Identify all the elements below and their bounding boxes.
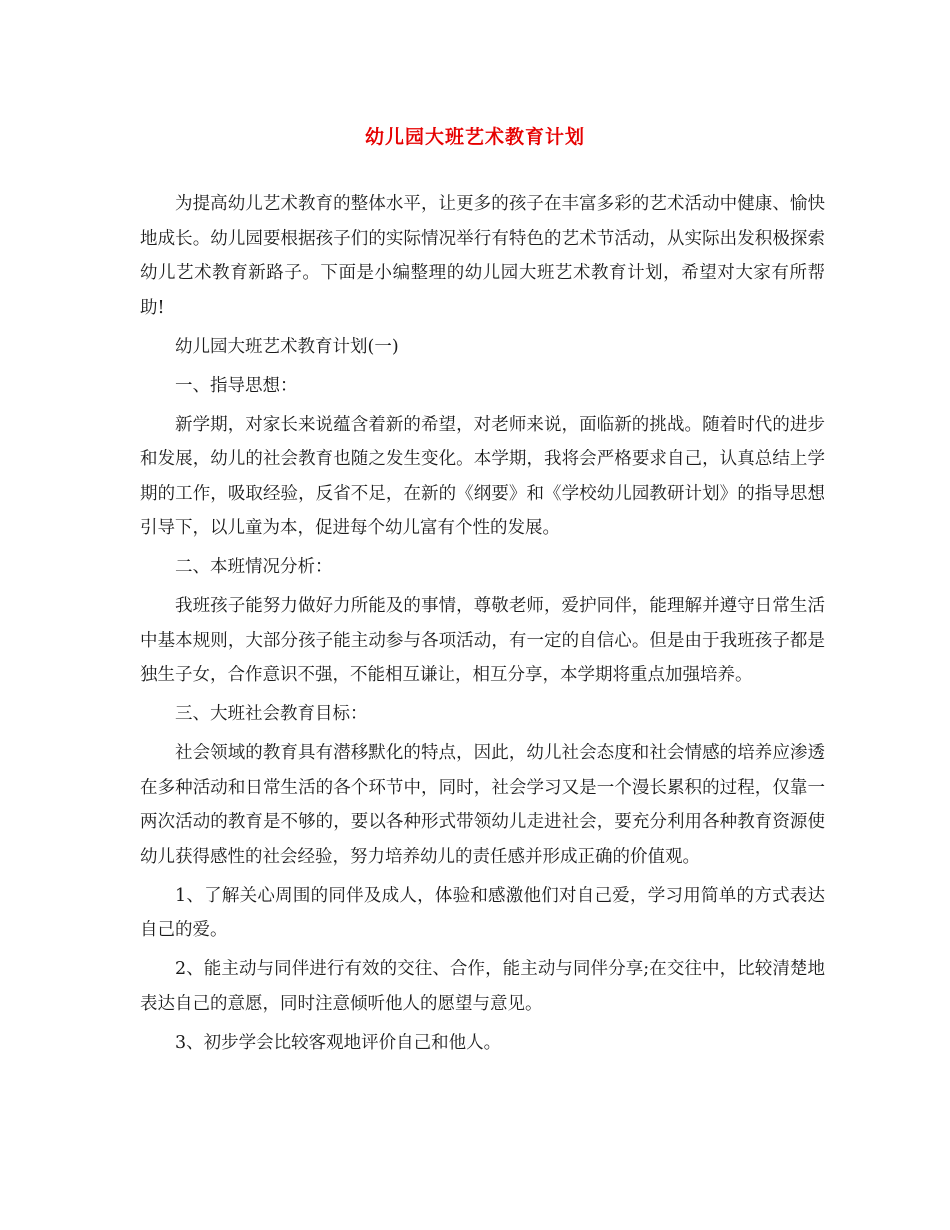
paragraph-plan-heading: 幼儿园大班艺术教育计划(一) <box>175 336 399 357</box>
paragraph-intro: 为提高幼儿艺术教育的整体水平，让更多的孩子在丰富多彩的艺术活动中健康、愉快地成长。幼儿园要根据孩子们的实际情况举行有特色的艺术节活动，从实际出发积极探索幼儿艺术教育新路子。下面是小编整理的幼儿园大班艺术教育计划，希望对大家有所帮助! <box>140 194 825 318</box>
section-heading-guiding-thought: 一、指导思想： <box>175 375 298 396</box>
paragraph-class-analysis: 我班孩子能努力做好力所能及的事情，尊敬老师，爱护同伴，能理解并遵守日常生活中基本规则，大部分孩子能主动参与各项活动，有一定的自信心。但是由于我班孩子都是独生子女，合作意识不强，不能相互谦让，相互分享，本学期将重点加强培养。 <box>140 596 825 685</box>
list-item-goal-1: 1、了解关心周围的同伴及成人，体验和感激他们对自己爱，学习用简单的方式表达自己的爱。 <box>140 885 825 940</box>
document-body <box>140 187 825 1065</box>
section-heading-class-analysis: 二、本班情况分析： <box>175 557 333 577</box>
section-heading-education-goals: 三、大班社会教育目标： <box>175 704 368 724</box>
document-title: 幼儿园大班艺术教育计划 <box>364 126 585 148</box>
paragraph-guiding-thought: 新学期，对家长来说蕴含着新的希望，对老师来说，面临新的挑战。随着时代的进步和发展，幼儿的社会教育也随之发生变化。本学期，我将会严格要求自己，认真总结上学期的工作，吸取经验，反省不足，在新的《纲要》和《学校幼儿园教研计划》的指导思想引导下，以儿童为本，促进每个幼儿富有个性的发展。 <box>140 414 825 538</box>
paragraph-education-goals: 社会领域的教育具有潜移默化的特点，因此，幼儿社会态度和社会情感的培养应渗透在多种活动和日常生活的各个环节中，同时，社会学习又是一个漫长累积的过程，仅靠一两次活动的教育是不够的，要以各种形式带领幼儿走进社会，要充分利用各种教育资源使幼儿获得感性的社会经验，努力培养幼儿的责任感并形成正确的价值观。 <box>140 743 825 867</box>
list-item-goal-2: 2、能主动与同伴进行有效的交往、合作，能主动与同伴分享;在交往中，比较清楚地表达自己的意愿，同时注意倾听他人的愿望与意见。 <box>140 959 825 1014</box>
list-item-goal-3: 3、初步学会比较客观地评价自己和他人。 <box>175 1032 502 1053</box>
